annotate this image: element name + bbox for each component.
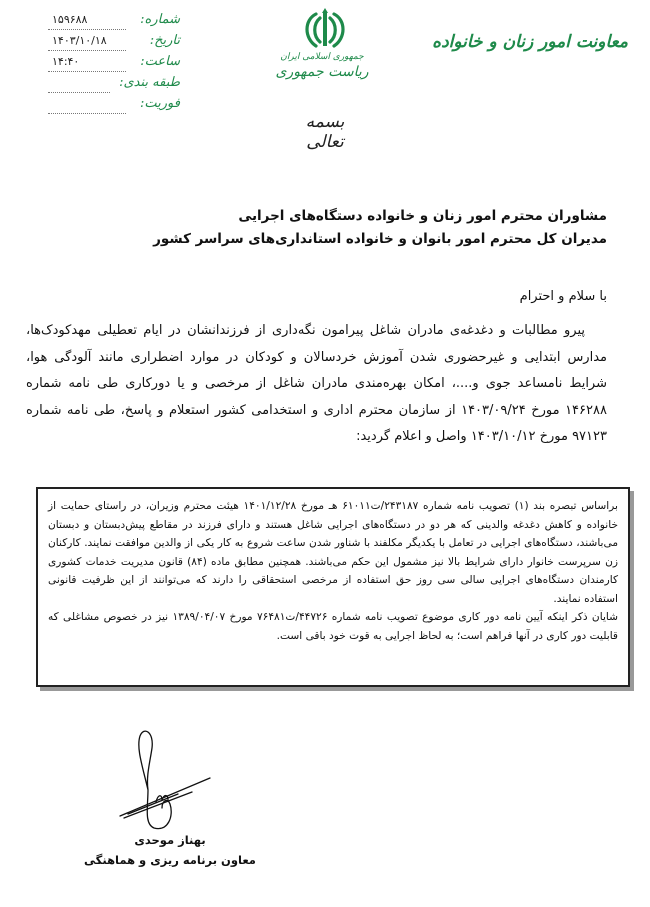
organization-title: معاونت امور زنان و خانواده	[432, 32, 628, 52]
addressee-line: مشاوران محترم امور زنان و خانواده دستگاه‌های اجرایی	[238, 208, 607, 224]
meta-number-line	[48, 29, 126, 30]
meta-number-row	[30, 12, 180, 33]
greeting: با سلام و احترام	[519, 289, 607, 304]
meta-date-line	[48, 50, 126, 51]
letter-meta	[30, 12, 180, 117]
meta-urgency-row	[30, 96, 180, 117]
body-paragraph: پیرو مطالبات و دغدغه‌ی مادران شاغل پیرامون نگه‌داری از فرزندانشان در ایام تعطیلی مهدکودک‌ها، مدارس ابتدایی و غیرحضوری شدن آموزش خردسالان و کودکان در موارد اضطراری مانند آلودگی هوا، شرایط نامساعد جوی و....، امکان بهره‌مندی مادران شاغل از مرخصی و یا دورکاری طی نامه شماره ۱۴۶۲۸۸ مورخ ۱۴۰۳/۰۹/۲۴ از سازمان محترم اداری و استخدامی کشور استعلام و پاسخ، طی نامه شماره ۹۷۱۲۳ مورخ ۱۴۰۳/۱۰/۱۲ واصل و اعلام گردید:	[26, 323, 607, 444]
emblem-caption-country: جمهوری اسلامی ایران	[280, 52, 364, 62]
signature-image	[118, 728, 218, 838]
meta-date-label: تاریخ:	[149, 33, 180, 48]
signatory-title: معاون برنامه ریزی و هماهنگی	[84, 853, 256, 867]
meta-time-line	[48, 71, 126, 72]
meta-number-label: شماره:	[140, 12, 180, 27]
meta-date-row	[30, 33, 180, 54]
invocation: بسمه تعالی	[305, 112, 345, 152]
signatory-name: بهناز موحدی	[134, 833, 206, 847]
excerpt-paragraph: شایان ذکر اینکه آیین نامه دور کاری موضوع تصویب نامه شماره ۴۴۷۲۶/ت۷۶۴۸۱ مورخ ۱۳۸۹/۰۴/۰۷ نیز در خصوص مشاغلی که قابلیت دور کاری در آنها فراهم است؛ به لحاظ اجرایی به قوت خود باقی است.	[48, 611, 618, 642]
meta-time-row	[30, 54, 180, 75]
quoted-excerpt-box	[36, 487, 630, 687]
meta-date-value: ۱۴۰۳/۱۰/۱۸	[52, 34, 107, 47]
meta-number-value: ۱۵۹۶۸۸	[52, 13, 88, 26]
emblem-caption-presidency: ریاست جمهوری	[275, 64, 369, 80]
meta-classification-row	[30, 75, 180, 96]
excerpt-paragraph: براساس تبصره بند (۱) تصویب نامه شماره ۲۴۳۱۸۷/ت۶۱۰۱۱ هـ مورخ ۱۴۰۱/۱۲/۲۸ هیئت محترم وزیران، در راستای حمایت از خانواده و کاهش دغدغه والدینی که هر دو در دستگاه‌های اجرایی شاغل هستند و دارای فرزند در مقاطع پیش‌دبستان و دبستان می‌باشند، دستگاه‌های اجرایی در تعامل با یکدیگر مکلفند با شناور شدن ساعت شروع به کار یکی از والدین موافقت نمایند. کارکنان زن سرپرست خانوار دارای شرایط بالا نیز مشمول این حکم می‌باشند. همچنین مطابق ماده (۸۴) قانون مدیریت خدمات کشوری کارمندان دستگاه‌های اجرایی سالی سی روز حق استفاده از مرخصی استحقاقی را دارند که می‌توانند از این ظرفیت قانونی استفاده نمایند.	[48, 500, 618, 605]
meta-time-label: ساعت:	[140, 54, 180, 69]
meta-classification-label: طبقه بندی:	[119, 75, 180, 90]
iran-emblem-icon	[298, 6, 352, 56]
meta-urgency-label: فوریت:	[140, 96, 180, 111]
meta-classification-line	[48, 92, 110, 93]
addressee-line: مدیران کل محترم امور بانوان و خانواده استانداری‌های سراسر کشور	[153, 231, 607, 247]
meta-urgency-line	[48, 113, 126, 114]
addressees	[47, 205, 607, 251]
meta-time-value: ۱۴:۴۰	[52, 55, 80, 68]
